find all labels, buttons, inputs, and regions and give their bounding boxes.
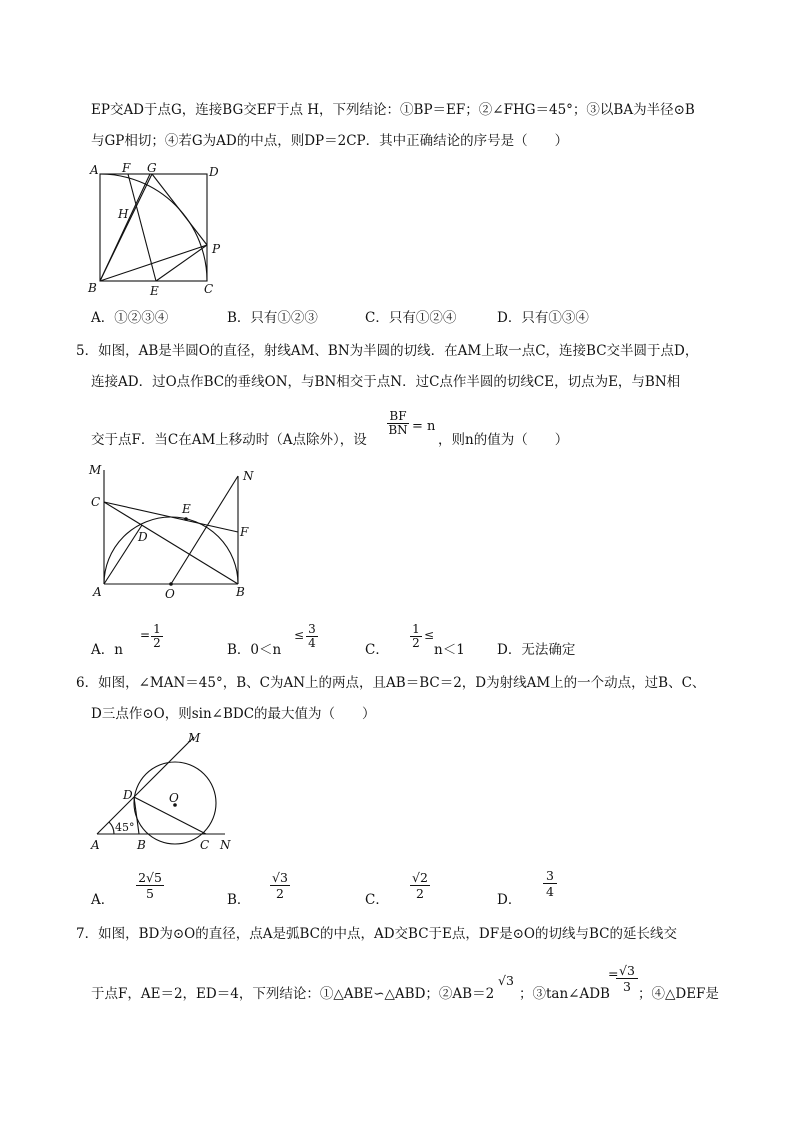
q5-option-c-frac	[410, 623, 422, 650]
q5-option-b-num: 3	[308, 622, 316, 636]
q5-fraction-eq: = n	[412, 419, 436, 434]
q5-option-a-den: 2	[151, 636, 163, 650]
q6-option-d-den: 4	[543, 883, 557, 899]
q6-option-d-frac	[543, 868, 557, 899]
q5-option-a-eq: =	[140, 628, 151, 642]
q4-option-b: B．只有①②③	[227, 310, 318, 326]
q6-option-b-frac	[270, 870, 290, 901]
q4-label-f: F	[122, 161, 131, 175]
q5-option-a-label: A．n	[91, 642, 123, 658]
q4-label-p: P	[212, 242, 221, 256]
q6-option-c-frac	[410, 870, 430, 901]
q7-eq: =	[608, 966, 619, 981]
q5-fraction-den: BN	[388, 423, 408, 437]
q5-label-a: A	[93, 585, 102, 599]
q6-option-b-label: B．	[227, 892, 251, 908]
q5-option-c-tail: n＜1	[434, 642, 465, 658]
q4-text-line1: EP交AD于点G，连接BG交EF于点 H，下列结论：①BP＝EF；②∠FHG＝45°；③以BA为半径⊙B	[91, 102, 695, 118]
q6-text-line1: 6．如图，∠MAN＝45°，B、C为AN上的两点，且AB＝BC＝2，D为射线AM上的一个动点，过B、C、	[76, 675, 706, 691]
q6-text-line2: D三点作⊙O，则sin∠BDC的最大值为（ ）	[91, 706, 376, 722]
q4-option-c: C．只有①②④	[365, 310, 457, 326]
q7-tan-frac	[616, 963, 638, 994]
q5-label-o: O	[165, 587, 175, 601]
q4-label-e: E	[150, 284, 159, 298]
q4-label-b: B	[88, 281, 97, 295]
q5-label-n: N	[243, 469, 254, 483]
q5-option-b-le: ≤	[294, 628, 305, 642]
q4-text-line2: 与GP相切；④若G为AD的中点，则DP＝2CP．其中正确结论的序号是（ ）	[91, 133, 569, 149]
q6-label-angle: 45°	[115, 821, 135, 834]
q5-option-c-label: C．	[365, 642, 389, 658]
q4-label-a: A	[90, 163, 99, 177]
q6-option-a-frac	[136, 870, 164, 901]
q6-label-d: D	[123, 788, 133, 802]
q5-option-c-den: 2	[410, 636, 422, 650]
q5-label-e: E	[182, 502, 191, 516]
q5-label-f: F	[240, 525, 249, 539]
q4-label-c: C	[204, 282, 214, 296]
q4-option-a: A．①②③④	[91, 310, 169, 326]
q5-label-m: M	[89, 463, 102, 477]
q5-fraction	[387, 410, 409, 437]
q5-option-b-den: 4	[306, 636, 318, 650]
q5-option-a-frac	[151, 623, 163, 650]
q7-text-line2-pre: 于点F，AE＝2，ED＝4，下列结论：①△ABE∽△ABD；②AB＝2	[91, 986, 495, 1002]
q6-option-a-num: 2√5	[138, 870, 162, 885]
q5-label-b: B	[236, 585, 245, 599]
q6-label-o: O	[169, 791, 179, 805]
q6-figure	[84, 728, 244, 856]
q6-option-a-label: A．	[91, 892, 115, 908]
q5-figure	[84, 458, 264, 603]
q7-sqrt3: √3	[498, 973, 514, 988]
q5-label-d: D	[138, 530, 148, 544]
q5-text-line3-post: ，则n的值为（ ）	[438, 432, 569, 448]
q7-text-line2-post: ；④△DEF是	[638, 986, 719, 1002]
q5-option-b-label: B．0＜n	[227, 642, 282, 658]
q6-option-c-label: C．	[365, 892, 389, 908]
q5-text-line3-pre: 交于点F．当C在AM上移动时（A点除外），设	[91, 432, 367, 448]
q6-label-c: C	[200, 838, 210, 852]
q5-label-c: C	[91, 495, 101, 509]
q7-tan-den: 3	[616, 978, 638, 994]
q4-label-d: D	[209, 165, 219, 179]
q6-option-c-den: 2	[410, 885, 430, 901]
q4-option-d: D．只有①③④	[497, 310, 589, 326]
q4-label-h: H	[118, 207, 129, 221]
q5-text-line2: 连接AD．过O点作BC的垂线ON，与BN相交于点N．过C点作半圆的切线CE，切点为E，与BN相	[91, 374, 681, 390]
q5-text-line1: 5．如图，AB是半圆O的直径，射线AM、BN为半圆的切线．在AM上取一点C，连接BC交半圆于点D，	[76, 343, 699, 359]
q5-fraction-num: BF	[389, 409, 407, 423]
q5-option-c-le: ≤	[424, 628, 435, 642]
q6-label-b: B	[137, 838, 146, 852]
q6-option-a-den: 5	[136, 885, 164, 901]
q5-option-d: D．无法确定	[497, 642, 576, 658]
q6-option-b-num: √3	[272, 870, 288, 885]
q7-tan-num: √3	[619, 963, 635, 978]
q4-label-g: G	[147, 161, 157, 175]
q5-option-c-num: 1	[412, 622, 420, 636]
q5-option-b-frac	[306, 623, 318, 650]
q6-label-m: M	[188, 731, 201, 745]
q6-option-b-den: 2	[270, 885, 290, 901]
q5-option-a-num: 1	[153, 622, 161, 636]
q6-label-n: N	[220, 838, 231, 852]
q7-text-line1: 7．如图，BD为⊙O的直径，点A是弧BC的中点，AD交BC于E点，DF是⊙O的切线与BC的延长线交	[76, 926, 677, 942]
q6-option-d-num: 3	[546, 868, 554, 883]
q6-option-c-num: √2	[412, 870, 428, 885]
q6-option-d-label: D．	[497, 892, 522, 908]
q6-label-a: A	[91, 838, 100, 852]
q4-figure	[84, 160, 234, 300]
q7-text-line2-mid: ；③tan∠ADB	[519, 986, 610, 1002]
